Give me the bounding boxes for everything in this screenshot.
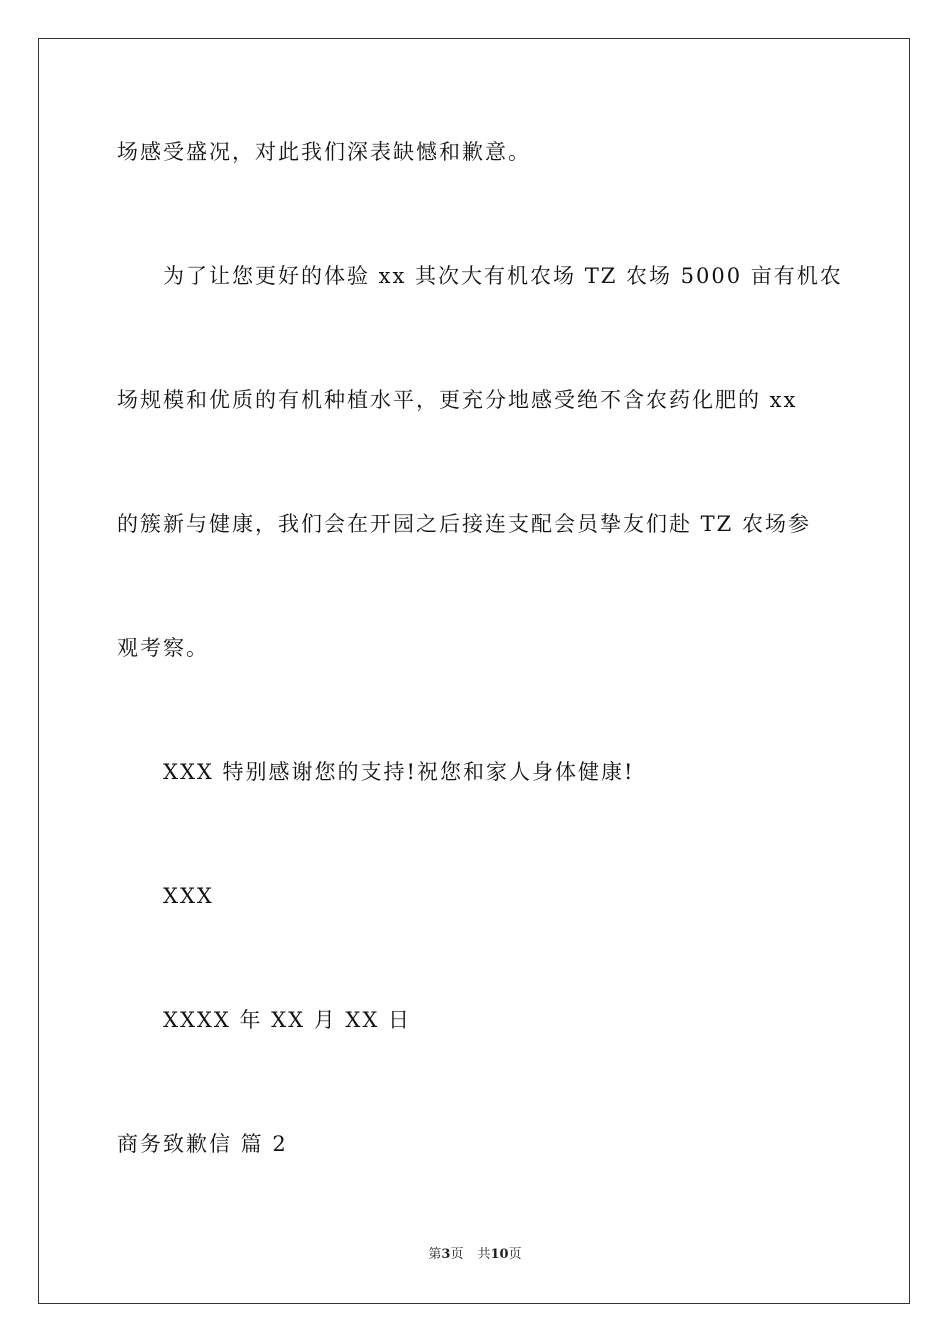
paragraph-line-5: 观考察。 [117,636,209,660]
footer-total-prefix: 共 [477,1247,491,1262]
paragraph-line-3: 场规模和优质的有机种植水平，更充分地感受绝不含农药化肥的 xx [117,388,798,412]
footer-prefix: 第 [428,1247,442,1262]
signature-name: XXX [163,884,214,908]
paragraph-line-4: 的簇新与健康，我们会在开园之后接连支配会员挚友们赴 TZ 农场参 [117,512,811,536]
page-footer [0,1246,950,1264]
footer-current-page: 3 [441,1247,451,1262]
footer-total-suffix: 页 [508,1247,522,1262]
footer-total-pages: 10 [490,1247,509,1262]
paragraph-line-1: 场感受盛况，对此我们深表缺憾和歉意。 [117,140,531,164]
closing-thanks: XXX 特别感谢您的支持!祝您和家人身体健康! [163,760,635,784]
paragraph-line-2: 为了让您更好的体验 xx 其次大有机农场 TZ 农场 5000 亩有机农 [163,264,843,288]
section-heading: 商务致歉信 篇 2 [117,1132,288,1156]
footer-page-suffix: 页 [450,1247,464,1262]
signature-date: XXXX 年 XX 月 XX 日 [163,1008,411,1032]
page-border [38,38,910,1304]
